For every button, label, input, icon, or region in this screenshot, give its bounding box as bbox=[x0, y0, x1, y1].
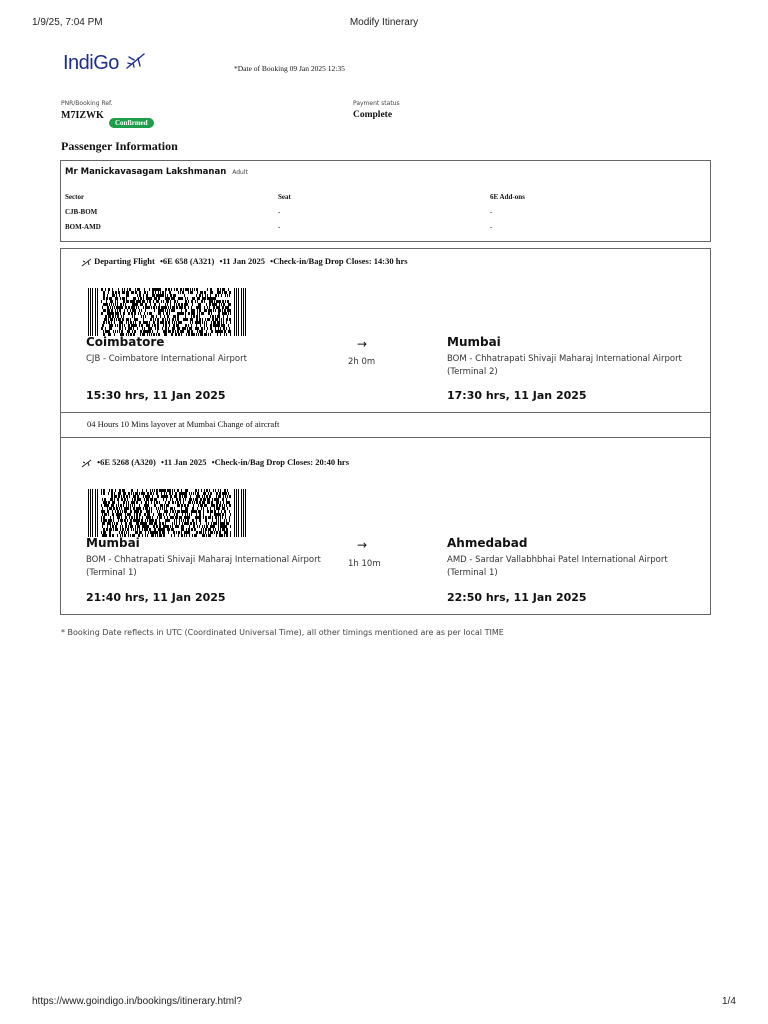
passenger-info-heading: Passenger Information bbox=[61, 139, 178, 153]
row-sector: BOM-AMD bbox=[65, 223, 101, 231]
col-header-addons: 6E Add-ons bbox=[490, 193, 525, 201]
plane-icon bbox=[81, 258, 92, 267]
barcode bbox=[88, 288, 246, 336]
flight-2-to-airport bbox=[447, 554, 702, 580]
footnote: * Booking Date reflects in UTC (Coordinated Universal Time), all other timings mentioned are as per local TIME bbox=[61, 628, 504, 637]
pnr-label: PNR/Booking Ref. bbox=[61, 100, 113, 107]
row-seat: - bbox=[278, 223, 281, 231]
flight-2-departure-time: 21:40 hrs, 11 Jan 2025 bbox=[86, 591, 226, 604]
print-page-number: 1/4 bbox=[722, 996, 736, 1007]
from-airport-line: CJB - Coimbatore International Airport bbox=[86, 354, 247, 364]
flight-2-checkin: Check-in/Bag Drop Closes: 20:40 hrs bbox=[214, 457, 350, 467]
flight-1-departure-time: 15:30 hrs, 11 Jan 2025 bbox=[86, 389, 226, 402]
to-airport-line: AMD - Sardar Vallabhbhai Patel International Airport bbox=[447, 555, 668, 565]
flight-2-from-airport bbox=[86, 554, 331, 580]
arrow-right-icon: → bbox=[357, 337, 368, 351]
flight-1-label: Departing Flight bbox=[94, 256, 155, 266]
flight-1-from-airport bbox=[86, 353, 326, 366]
logo-text: IndiGo bbox=[63, 52, 119, 74]
layover-bar bbox=[61, 412, 710, 438]
plane-icon bbox=[81, 459, 92, 468]
flight-2-from-city: Mumbai bbox=[86, 536, 140, 550]
flight-1-duration: 2h 0m bbox=[348, 357, 376, 367]
payment-status-value: Complete bbox=[353, 110, 393, 120]
passenger-type: Adult bbox=[232, 169, 248, 176]
row-addons: - bbox=[490, 208, 493, 216]
from-airport-line: BOM - Chhatrapati Shivaji Maharaj International Airport bbox=[86, 555, 321, 565]
from-airport-terminal: (Terminal 1) bbox=[86, 568, 137, 578]
layover-text: 04 Hours 10 Mins layover at Mumbai Change of aircraft bbox=[87, 419, 280, 429]
flight-1-to-airport bbox=[447, 353, 702, 379]
arrow-right-icon: → bbox=[357, 538, 368, 552]
flight-1-to-city: Mumbai bbox=[447, 335, 501, 349]
flights-card bbox=[60, 248, 711, 615]
status-badge: Confirmed bbox=[109, 118, 154, 128]
flight-1-header: Departing Flight •6E 658 (A321) •11 Jan 2025 •Check-in/Bag Drop Closes: 14:30 hrs bbox=[81, 256, 408, 267]
flight-2-arrival-time: 22:50 hrs, 11 Jan 2025 bbox=[447, 591, 587, 604]
row-sector: CJB-BOM bbox=[65, 208, 98, 216]
flight-1-date: 11 Jan 2025 bbox=[222, 256, 266, 266]
col-header-seat: Seat bbox=[278, 193, 291, 201]
row-seat: - bbox=[278, 208, 281, 216]
flight-2-number: 6E 5268 (A320) bbox=[100, 457, 156, 467]
passenger-name bbox=[65, 167, 248, 177]
flight-2-header: •6E 5268 (A320) •11 Jan 2025 •Check-in/Bag Drop Closes: 20:40 hrs bbox=[81, 457, 349, 468]
flight-2-duration: 1h 10m bbox=[348, 559, 381, 569]
flight-1-number: 6E 658 (A321) bbox=[162, 256, 215, 266]
payment-status-label: Payment status bbox=[353, 100, 400, 107]
plane-icon bbox=[126, 52, 146, 70]
passenger-card bbox=[60, 160, 711, 242]
flight-1-from-city: Coimbatore bbox=[86, 335, 165, 349]
to-airport-terminal: (Terminal 2) bbox=[447, 367, 498, 377]
passenger-name-text: Mr Manickavasagam Lakshmanan bbox=[65, 167, 227, 177]
flight-2-date: 11 Jan 2025 bbox=[163, 457, 207, 467]
flight-1-checkin: Check-in/Bag Drop Closes: 14:30 hrs bbox=[273, 256, 408, 266]
to-airport-line: BOM - Chhatrapati Shivaji Maharaj International Airport bbox=[447, 354, 682, 364]
col-header-sector: Sector bbox=[65, 193, 85, 201]
print-title: Modify Itinerary bbox=[349, 17, 419, 28]
print-url: https://www.goindigo.in/bookings/itinerary.html? bbox=[32, 996, 242, 1007]
to-airport-terminal: (Terminal 1) bbox=[447, 568, 498, 578]
flight-1-arrival-time: 17:30 hrs, 11 Jan 2025 bbox=[447, 389, 587, 402]
print-datetime: 1/9/25, 7:04 PM bbox=[32, 17, 103, 28]
row-addons: - bbox=[490, 223, 493, 231]
date-of-booking bbox=[234, 64, 345, 73]
barcode bbox=[88, 489, 246, 537]
date-of-booking-value: 09 Jan 2025 12:35 bbox=[289, 64, 345, 73]
indigo-logo bbox=[63, 52, 146, 75]
date-of-booking-label: *Date of Booking bbox=[234, 64, 288, 73]
flight-2-to-city: Ahmedabad bbox=[447, 536, 528, 550]
pnr-value: M7IZWK bbox=[61, 110, 104, 121]
